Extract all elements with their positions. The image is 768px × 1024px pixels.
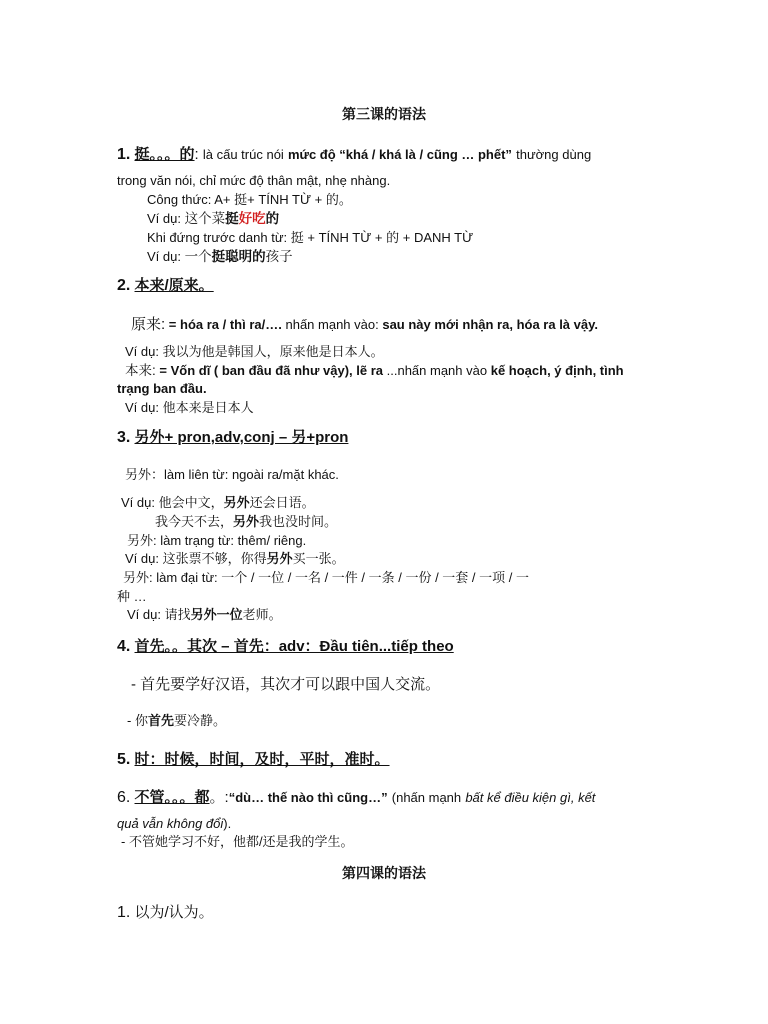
lingwai-example-1 (121, 495, 315, 511)
bold-text: = hóa ra / thì ra/…. (168, 317, 282, 332)
text: 要冷静。 (173, 713, 226, 728)
section-number: 4. (117, 638, 131, 655)
section-3-heading (117, 428, 348, 448)
bold-text: 另外 (223, 495, 250, 510)
section-1-bold: mức độ “khá / khá là / cũng … phết” (287, 147, 512, 162)
shouxian-example-2 (127, 713, 226, 729)
section-5-heading (117, 750, 390, 770)
colon: : (194, 146, 199, 163)
noun-rule: Khi đứng trước danh từ: 挺 + TÍNH TỪ + 的 + DANH TỪ (147, 230, 474, 245)
text: 买一张。 (292, 551, 345, 566)
example-1 (147, 211, 279, 228)
section-1-heading (117, 145, 591, 165)
term: 本来: (125, 363, 156, 378)
example-2 (147, 249, 293, 266)
text: 老师。 (242, 607, 282, 622)
benlai-line (125, 363, 624, 380)
text: Ví dụ: 这张票不够，你得 (125, 551, 267, 566)
lingwai-example-2 (155, 514, 337, 530)
example-text: 这个菜 (184, 211, 226, 226)
buguan-example: - 不管她学习不好，他都/还是我的学生。 (121, 834, 354, 849)
example-red: 好吃 (238, 211, 266, 226)
section-4-heading (117, 637, 454, 657)
section-1-line-2: trong văn nói, chỉ mức độ thân mật, nhẹ nhàng. (117, 173, 391, 188)
bold-text: kế hoạch, ý định, tình (490, 363, 624, 378)
bold-text: 另外 (233, 514, 260, 529)
section-number: 2. (117, 277, 131, 294)
text: 还会日语。 (249, 495, 315, 510)
lingwai-pron-cont: 种 … (117, 589, 147, 604)
section-number: 5. (117, 751, 131, 768)
formula: Công thức: A+ 挺+ TÍNH TỪ + 的。 (147, 192, 352, 207)
lingwai-conj: 另外：làm liên từ: ngoài ra/mặt khác. (125, 467, 339, 482)
text: 我也没时间。 (259, 514, 338, 529)
lingwai-pron: 另外: làm đại từ: 一个 / 一位 / 一名 / 一件 / 一条 / 一份 / 一套 / 一项 / 一 (123, 570, 529, 585)
punct: 。: (209, 789, 229, 806)
section-2-heading (117, 276, 214, 296)
lesson4-title: 第四课的语法 (342, 865, 426, 881)
section-number: 1. (117, 904, 131, 921)
example-text: 一个 (184, 249, 212, 264)
section-number: 1. (117, 146, 131, 163)
text: 我今天不去， (155, 514, 234, 529)
lesson3-title: 第三课的语法 (342, 106, 426, 122)
section-title: 本来/原来。 (134, 277, 214, 294)
benlai-line-2: trạng ban đầu. (117, 381, 207, 396)
section-title: 挺。。。的 (134, 146, 195, 163)
text: Ví dụ: 请找 (127, 607, 191, 622)
example-bold: 挺 (225, 211, 239, 226)
shouxian-example-1: - 首先要学好汉语，其次才可以跟中国人交流。 (131, 676, 441, 693)
section-title: 不管。。。都 (134, 789, 210, 806)
lesson4-section-1-heading (117, 903, 214, 923)
section-6-heading (117, 788, 595, 808)
lingwai-adv: 另外: làm trạng từ: thêm/ riêng. (127, 533, 307, 548)
text: ). (223, 816, 232, 831)
example-label: Ví dụ: (147, 249, 181, 264)
text: (nhấn mạnh (391, 790, 462, 805)
bold-text: “dù… thế nào thì cũng…” (228, 790, 388, 805)
bold-text: sau này mới nhận ra, hóa ra là vậy. (382, 317, 598, 332)
yuanlai-example: Ví dụ: 我以为他是韩国人，原来他是日本人。 (125, 344, 384, 359)
section-title: 以为/认为。 (134, 904, 214, 921)
lingwai-example-4 (127, 607, 282, 623)
text: nhấn mạnh vào: (285, 317, 379, 332)
example-bold: 挺聪明的 (211, 249, 266, 264)
section-title: 时：时候，时间，及时，平时，准时。 (134, 751, 390, 768)
section-1-text-2: thường dùng (516, 147, 592, 162)
example-label: Ví dụ: (147, 211, 181, 226)
bold-text: 另外 (266, 551, 293, 566)
bold-text: 首先 (147, 713, 174, 728)
example-text: 孩子 (265, 249, 293, 264)
bold-text: 另外一位 (190, 607, 243, 622)
text: - 你 (127, 713, 148, 728)
example-bold: 的 (265, 211, 280, 226)
section-number: 3. (117, 429, 131, 446)
bold-text: = Vốn dĩ ( ban đầu đã như vậy), lẽ ra (159, 363, 383, 378)
italic-text: bất kể điều kiện gì, kết (465, 790, 596, 805)
section-1-text: là cấu trúc nói (202, 147, 284, 162)
section-number: 6. (117, 789, 131, 806)
term: 原来: (131, 316, 166, 333)
text: ...nhấn mạnh vào (386, 363, 488, 378)
lingwai-example-3 (125, 551, 345, 567)
benlai-example: Ví dụ: 他本来是日本人 (125, 400, 254, 415)
text: Ví dụ: 他会中文， (121, 495, 224, 510)
italic-text: quả vẫn không đổi (117, 816, 224, 831)
section-title: 另外+ pron,adv,conj – 另+pron (134, 429, 349, 446)
section-title: 首先。。其次 – 首先：adv：Đầu tiên...tiếp theo (134, 638, 454, 655)
section-6-line-2 (117, 816, 231, 832)
yuanlai-line (131, 316, 598, 335)
